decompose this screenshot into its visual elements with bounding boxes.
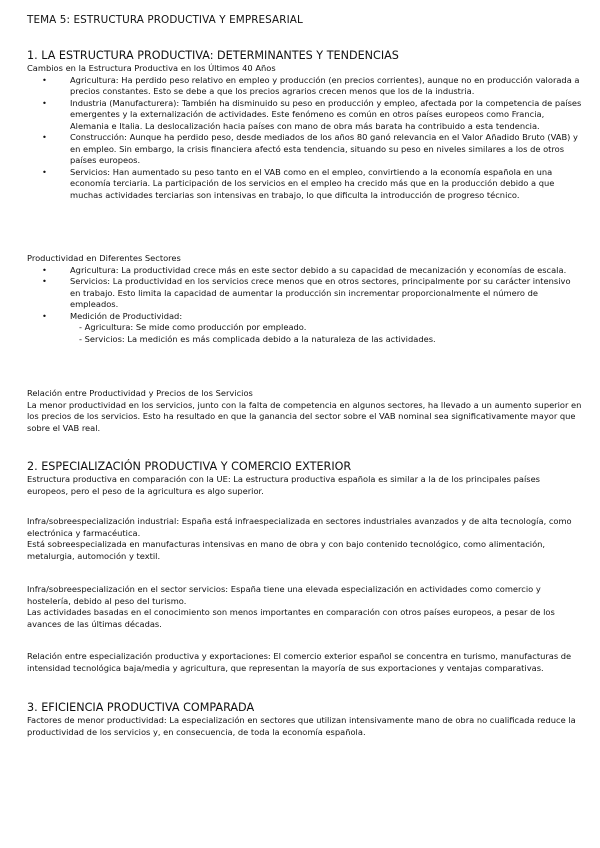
paragraph: Está sobreespecializada en manufacturas intensivas en mano de obra y con bajo contenido tecnológico, como alimentación, metalurgia, automoción y textil. <box>27 539 546 561</box>
subsection-prices-heading: Relación entre Productividad y Precios de los Servicios <box>27 388 253 398</box>
section-1 <box>27 48 582 201</box>
section-1-heading: 1. LA ESTRUCTURA PRODUCTIVA: DETERMINANTES Y TENDENCIAS <box>27 49 399 62</box>
subsection-productivity-heading: Productividad en Diferentes Sectores <box>27 253 181 263</box>
section-3 <box>27 700 582 738</box>
list-item: • Medición de Productividad: <box>27 311 582 323</box>
prices-paragraph: La menor productividad en los servicios, junto con la falta de competencia en algunos sectores, ha llevado a un aumento superior en los precios de los servicios. Esto ha resultado en que la ganancia del sector sobre el VAB nominal sea significativamente mayor que sobre el VAB real. <box>27 399 582 433</box>
sector-changes-list <box>27 75 582 202</box>
section-2 <box>27 459 582 497</box>
list-item: • Construcción: Aunque ha perdido peso, desde mediados de los años 80 ganó relevancia en el Valor Añadido Bruto (VAB) y en empleo. Sin embargo, la crisis financiera afectó esta tendencia, situando su peso en niveles similares a los de otros países europeos. <box>27 132 582 167</box>
list-item: • Agricultura: Ha perdido peso relativo en empleo y producción (en precios corrientes), aunque no en producción valorada a precios constantes. Esto se debe a que los precios agrarios crecen menos que los de la industria. <box>27 75 582 98</box>
section-2-heading: 2. ESPECIALIZACIÓN PRODUCTIVA Y COMERCIO EXTERIOR <box>27 460 352 473</box>
services-specialization <box>27 584 582 630</box>
paragraph: Infra/sobreespecialización industrial: España está infraespecializada en sectores industriales avanzados y de alta tecnología, como electrónica y farmacéutica. <box>27 516 572 538</box>
paragraph: Factores de menor productividad: La especialización en sectores que utilizan intensivamente mano de obra no cualificada reduce la productividad de los servicios y, en consecuencia, de toda la economía española. <box>27 715 576 737</box>
subsection-productivity <box>27 253 582 345</box>
document-title: TEMA 5: ESTRUCTURA PRODUCTIVA Y EMPRESARIAL <box>27 14 303 26</box>
paragraph: Infra/sobreespecialización en el sector servicios: España tiene una elevada especialización en actividades como comercio y hostelería, debido al peso del turismo. <box>27 584 541 606</box>
list-item: • Servicios: La productividad en los servicios crece menos que en otros sectores, principalmente por su carácter intensivo en trabajo. Esto limita la capacidad de aumentar la producción sin incrementar proporcionalmente el número de empleados. <box>27 276 582 311</box>
measure-item: - Agricultura: Se mide como producción por empleado. <box>79 322 307 332</box>
subsection-prices <box>27 388 582 434</box>
measure-item: - Servicios: La medición es más complicada debido a la naturaleza de las actividades. <box>79 333 436 344</box>
list-item: • Agricultura: La productividad crece más en este sector debido a su capacidad de mecanización y economías de escala. <box>27 265 582 277</box>
paragraph: Las actividades basadas en el conocimiento son menos importantes en comparación con otros países europeos, a pesar de los avances de las últimas décadas. <box>27 607 555 629</box>
list-item: • Servicios: Han aumentado su peso tanto en el VAB como en el empleo, convirtiendo a la economía española en una economía terciaria. La participación de los servicios en el empleo ha crecido más que en la producción debido a que muchas actividades terciarias son intensivas en trabajo, lo que dificulta la introducción de progreso técnico. <box>27 167 582 202</box>
industrial-specialization <box>27 516 582 562</box>
section-3-heading: 3. EFICIENCIA PRODUCTIVA COMPARADA <box>27 701 255 714</box>
exports-relation <box>27 651 582 674</box>
list-item: • Industria (Manufacturera): También ha disminuido su peso en producción y empleo, afectada por la competencia de países emergentes y la externalización de actividades. Este fenómeno es común en otros países europeos como Francia, Alemania e Italia. La deslocalización hacia países con mano de obra más barata ha contribuido a esta tendencia. <box>27 98 582 133</box>
paragraph: Estructura productiva en comparación con la UE: La estructura productiva española es similar a la de los principales países europeos, pero el peso de la agricultura es algo superior. <box>27 474 540 496</box>
paragraph: Relación entre especialización productiva y exportaciones: El comercio exterior español se concentra en turismo, manufacturas de intensidad tecnológica baja/media y agricultura, que representan la mayoría de sus exportaciones y ventajas comparativas. <box>27 651 572 673</box>
productivity-list <box>27 265 582 323</box>
subsection-changes-heading: Cambios en la Estructura Productiva en los Últimos 40 Años <box>27 63 276 73</box>
